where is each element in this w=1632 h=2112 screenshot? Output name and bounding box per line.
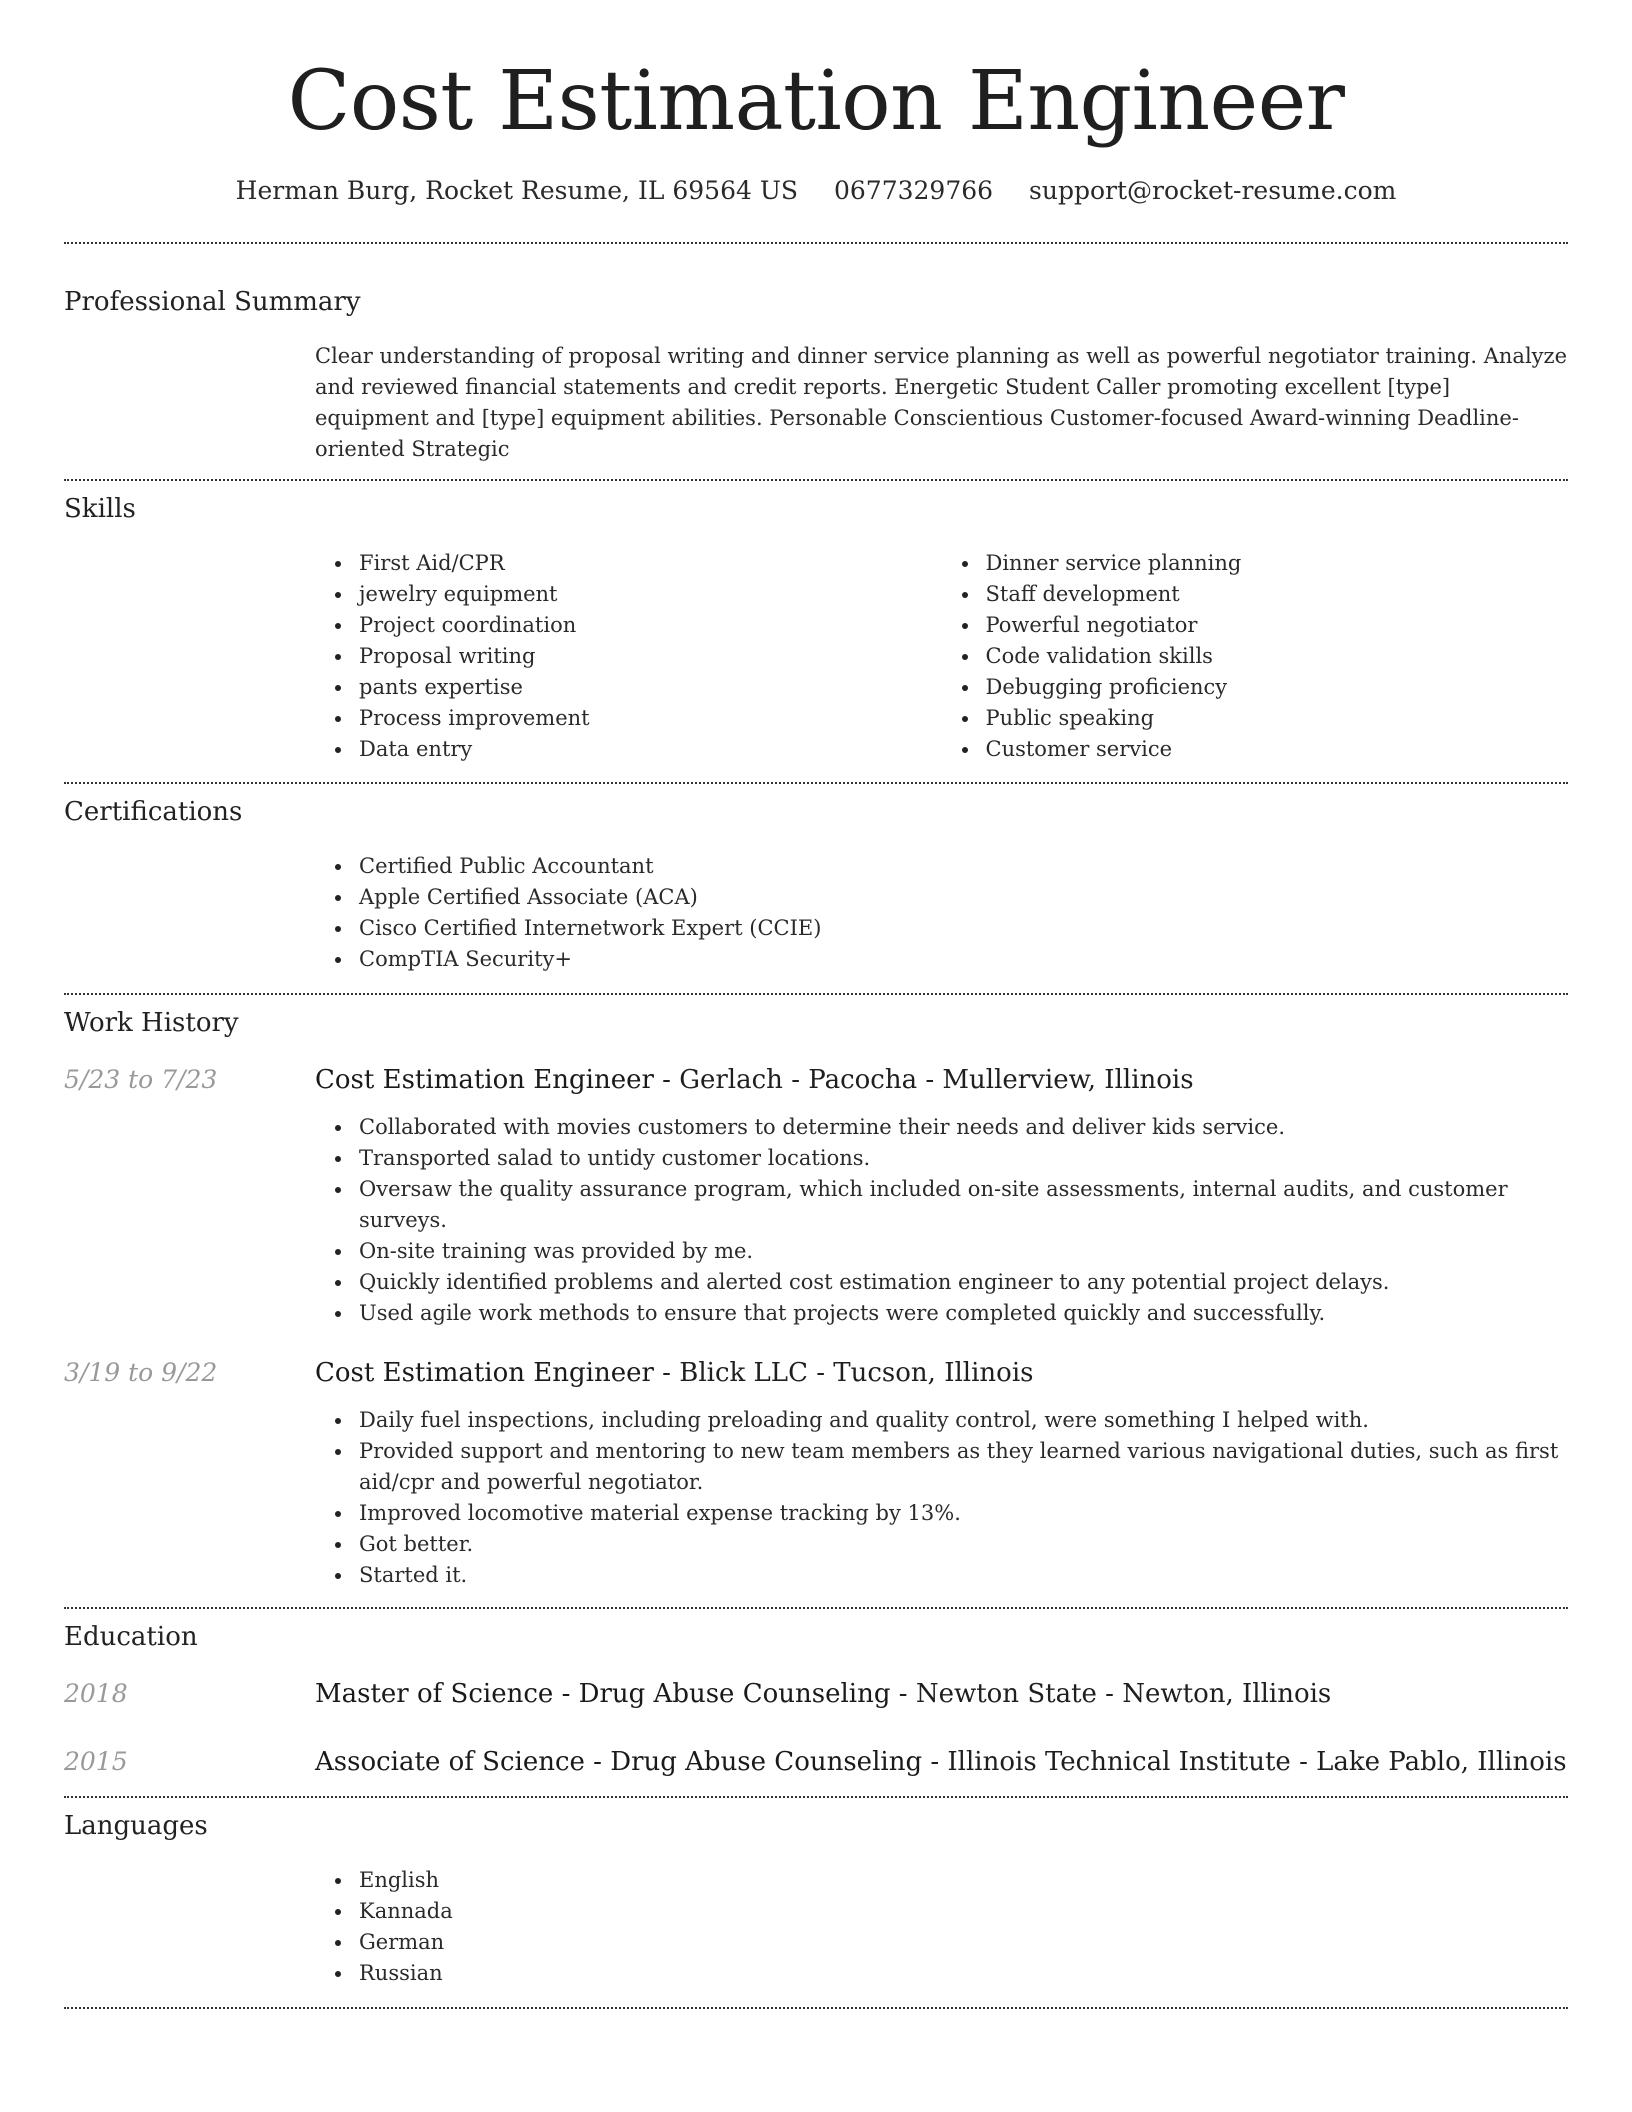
section-title-work-history: Work History <box>64 1008 239 1038</box>
section-title-languages: Languages <box>64 1811 208 1841</box>
section-divider <box>64 2007 1568 2009</box>
contact-phone: 0677329766 <box>834 176 994 205</box>
education-entry <box>64 1745 1568 1779</box>
resume-name: Cost Estimation Engineer <box>287 54 1345 149</box>
skill-item: First Aid/CPR <box>359 548 942 579</box>
job-bullet: On-site training was provided by me. <box>359 1236 1568 1267</box>
resume-header <box>64 0 1568 208</box>
education-details: - Newton State - Newton, Illinois <box>890 1679 1332 1709</box>
skill-item: Data entry <box>359 734 942 765</box>
skill-item: jewelry equipment <box>359 579 942 610</box>
job-bullets <box>315 1112 1568 1329</box>
summary-text: Clear understanding of proposal writing and dinner service planning as well as powerful negotiator training. Analyze and reviewed financial statements and credit reports. Energetic Student Caller promoting excellent [type] equipment and [type] equipment abilities. Personable Conscientious Customer-focused Award-winning Deadline-oriented Strategic <box>315 344 1568 461</box>
job-bullet: Daily fuel inspections, including preloading and quality control, were something I helped with. <box>359 1405 1568 1436</box>
certification-item: CompTIA Security+ <box>359 944 1568 975</box>
education-year: 2018 <box>64 1679 128 1708</box>
education-title <box>315 1745 1567 1779</box>
section-languages <box>64 1798 1568 1989</box>
job-details: - Blick LLC - Tucson, Illinois <box>653 1358 1034 1388</box>
section-title-skills: Skills <box>64 494 136 524</box>
job-dates: 5/23 to 7/23 <box>64 1065 218 1094</box>
education-details: - Illinois Technical Institute - Lake Pablo, Illinois <box>922 1747 1567 1777</box>
language-item: Kannada <box>359 1896 1568 1927</box>
job-entry <box>64 1063 1568 1329</box>
certifications-list <box>315 851 1568 975</box>
education-degree: Associate of Science - Drug Abuse Counseling <box>315 1747 923 1777</box>
job-title <box>315 1356 1033 1390</box>
contact-line <box>64 174 1568 208</box>
education-title <box>315 1677 1331 1711</box>
section-certifications <box>64 784 1568 975</box>
section-title-summary: Professional Summary <box>64 287 361 317</box>
skills-column-right <box>942 548 1569 765</box>
education-degree: Master of Science - Drug Abuse Counseling <box>315 1679 891 1709</box>
skill-item: Debugging proficiency <box>986 672 1569 703</box>
skills-list <box>315 548 1568 765</box>
contact-email: support@rocket-resume.com <box>1029 176 1397 205</box>
section-professional-summary <box>64 244 1568 465</box>
skill-item: Public speaking <box>986 703 1569 734</box>
skill-item: Staff development <box>986 579 1569 610</box>
languages-list <box>315 1865 1568 1989</box>
section-skills <box>64 481 1568 765</box>
section-title-education: Education <box>64 1622 198 1652</box>
skill-item: Project coordination <box>359 610 942 641</box>
job-bullet: Quickly identified problems and alerted cost estimation engineer to any potential project delays. <box>359 1267 1568 1298</box>
section-title-certifications: Certifications <box>64 797 243 827</box>
certification-item: Certified Public Accountant <box>359 851 1568 882</box>
skills-column-left <box>315 548 942 765</box>
language-item: German <box>359 1927 1568 1958</box>
skill-item: Customer service <box>986 734 1569 765</box>
section-work-history <box>64 995 1568 1591</box>
skill-item: Code validation skills <box>986 641 1569 672</box>
job-role: Cost Estimation Engineer <box>315 1065 654 1095</box>
skill-item: Powerful negotiator <box>986 610 1569 641</box>
education-year: 2015 <box>64 1747 128 1776</box>
section-education <box>64 1609 1568 1779</box>
job-role: Cost Estimation Engineer <box>315 1358 654 1388</box>
job-bullet: Got better. <box>359 1529 1568 1560</box>
certification-item: Apple Certified Associate (ACA) <box>359 882 1568 913</box>
job-bullet: Transported salad to untidy customer locations. <box>359 1143 1568 1174</box>
job-title <box>315 1063 1194 1097</box>
job-bullet: Provided support and mentoring to new team members as they learned various navigational duties, such as first aid/cpr and powerful negotiator. <box>359 1436 1568 1498</box>
language-item: English <box>359 1865 1568 1896</box>
skill-item: Proposal writing <box>359 641 942 672</box>
certification-item: Cisco Certified Internetwork Expert (CCIE) <box>359 913 1568 944</box>
contact-address: Herman Burg, Rocket Resume, IL 69564 US <box>235 176 799 205</box>
job-dates: 3/19 to 9/22 <box>64 1358 218 1387</box>
skill-item: pants expertise <box>359 672 942 703</box>
job-bullet: Used agile work methods to ensure that projects were completed quickly and successfully. <box>359 1298 1568 1329</box>
language-item: Russian <box>359 1958 1568 1989</box>
job-bullet: Improved locomotive material expense tracking by 13%. <box>359 1498 1568 1529</box>
job-details: - Gerlach - Pacocha - Mullerview, Illinois <box>653 1065 1194 1095</box>
job-entry <box>64 1356 1568 1591</box>
job-bullets <box>315 1405 1568 1591</box>
job-bullet: Started it. <box>359 1560 1568 1591</box>
skill-item: Dinner service planning <box>986 548 1569 579</box>
education-entry <box>64 1677 1568 1711</box>
job-bullet: Collaborated with movies customers to determine their needs and deliver kids service. <box>359 1112 1568 1143</box>
skill-item: Process improvement <box>359 703 942 734</box>
job-bullet: Oversaw the quality assurance program, which included on-site assessments, internal audits, and customer surveys. <box>359 1174 1568 1236</box>
